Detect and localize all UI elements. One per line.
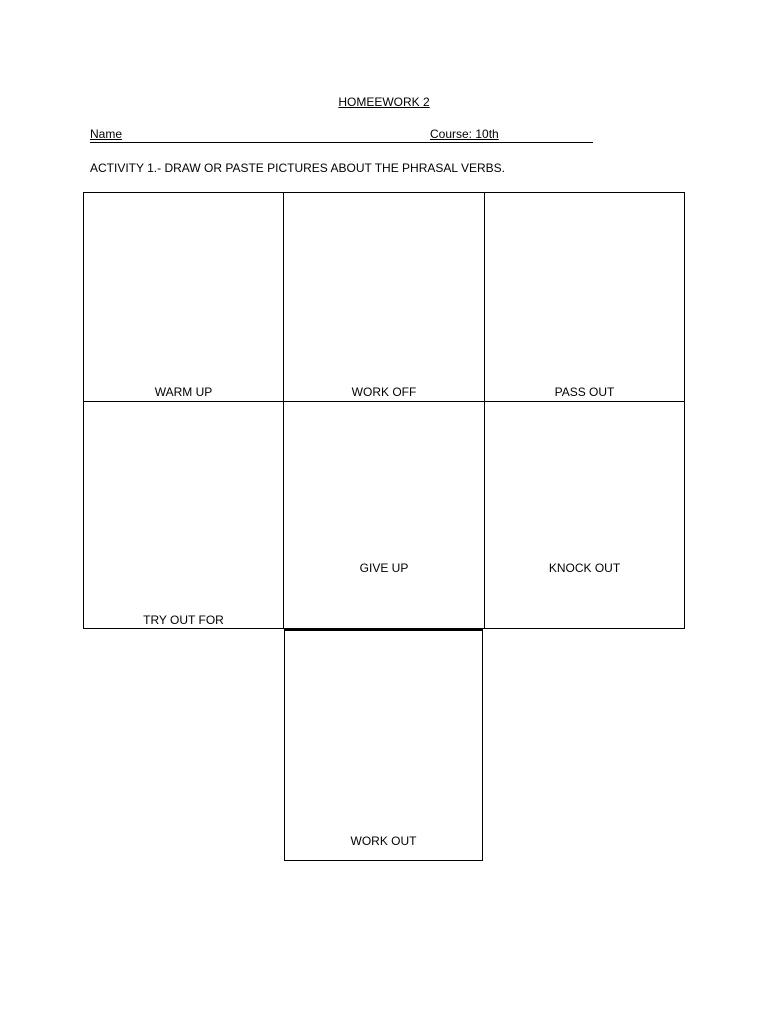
phrasal-verb-label: WORK OFF [351, 385, 417, 399]
activity-instruction: ACTIVITY 1.- DRAW OR PASTE PICTURES ABOUT THE PHRASAL VERBS. [90, 161, 505, 175]
phrasal-verb-label: TRY OUT FOR [143, 613, 224, 627]
name-label: Name [90, 127, 123, 141]
course-label: Course: 10th [430, 127, 499, 141]
phrasal-verb-label: KNOCK OUT [548, 561, 621, 575]
phrasal-verb-label: WORK OUT [350, 834, 417, 848]
phrasal-verb-label: PASS OUT [554, 385, 615, 399]
phrasal-verb-label: GIVE UP [359, 561, 409, 575]
picture-box-warm-up[interactable] [83, 192, 284, 402]
picture-box-give-up[interactable] [283, 401, 485, 629]
picture-box-knock-out[interactable] [484, 401, 685, 629]
worksheet-title: HOMEEWORK 2 [338, 95, 430, 109]
picture-box-work-out[interactable] [284, 629, 483, 861]
picture-box-try-out-for[interactable] [83, 401, 284, 629]
phrasal-verb-label: WARM UP [154, 385, 213, 399]
picture-box-pass-out[interactable] [484, 192, 685, 402]
name-course-line [90, 127, 593, 143]
picture-box-work-off[interactable] [283, 192, 485, 402]
